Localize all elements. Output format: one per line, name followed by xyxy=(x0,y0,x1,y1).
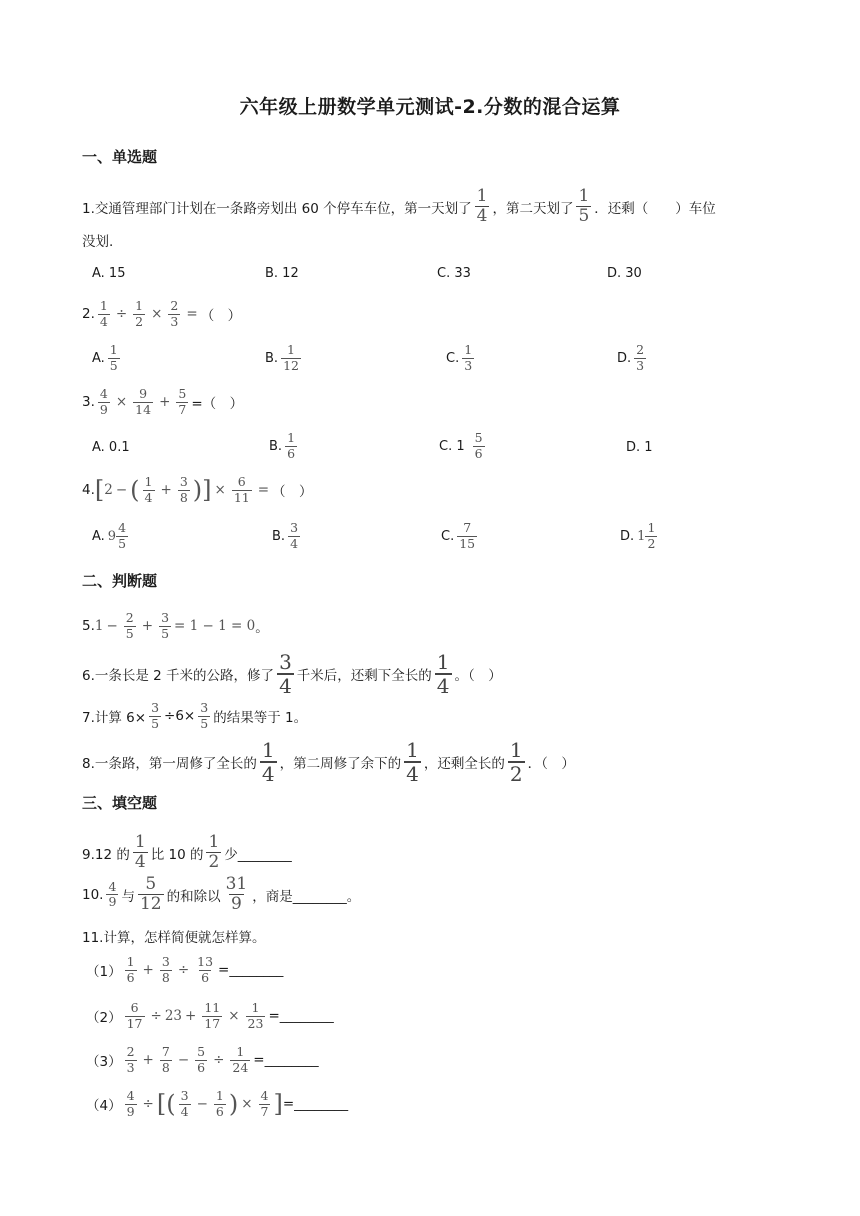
question-10: 10. $\frac{4}{9}$ 与 $\frac{5}{12}$ 的和除以 $\frac{31}{9}$ ，商是________。 xyxy=(82,874,361,914)
option-b[interactable]: B. $\frac{1}{6}$ xyxy=(269,430,296,461)
question-11-part-2: （2） $\frac{6}{17}$ ÷ 23 + $\frac{11}{17}$ × $\frac{1}{23}$ =________ xyxy=(86,1000,334,1031)
option-b[interactable]: B. 12 xyxy=(265,266,299,281)
option-c[interactable]: C. $\frac{1}{3}$ xyxy=(446,342,473,373)
option-c[interactable]: C. 1 $\frac{5}{6}$ xyxy=(439,430,483,461)
part-label: （2） xyxy=(86,1010,122,1026)
section-heading-fill-blank: 三、填空题 xyxy=(82,794,158,812)
question-11-part-1: （1） $\frac{1}{6}$ + $\frac{3}{8}$ ÷ $\frac{13}{6}$ =________ xyxy=(86,954,284,985)
answer-paren: =（ ） xyxy=(191,396,244,412)
fraction: $\frac{2}{3}$ xyxy=(170,298,179,329)
question-10-number: 10. xyxy=(82,886,104,903)
option-a[interactable]: A. $\frac{1}{5}$ xyxy=(92,342,118,373)
question-8-text: 8.一条路，第一周修了全长的 xyxy=(82,756,257,772)
option-a[interactable]: A. 15 xyxy=(92,266,126,281)
question-7-mid: ÷6× xyxy=(164,708,196,724)
section-heading-single-choice: 一、单选题 xyxy=(82,148,158,166)
question-1-text: 1.交通管理部门计划在一条路旁划出 60 个停车车位，第一天划了 xyxy=(82,200,472,217)
question-1-suffix: ．还剩（ ）车位 xyxy=(594,200,716,217)
question-7-text: 7.计算 6× xyxy=(82,710,147,726)
question-4-number: 4. xyxy=(82,482,95,498)
answer-blank[interactable]: 少________ xyxy=(224,846,292,863)
answer-blank[interactable]: =________ xyxy=(268,1008,334,1024)
question-8-tail: ．（ ） xyxy=(527,756,575,772)
question-4: 4. [ 2 − ( $\frac{1}{4}$ + $\frac{3}{8}$ ) ] × $\frac{6}{11}$ = （ ） xyxy=(82,474,313,505)
question-11: 11.计算，怎样简便就怎样算。 xyxy=(82,930,266,946)
question-6-tail: 。（ ） xyxy=(454,668,502,684)
question-1-mid: ，第二天划了 xyxy=(492,200,574,217)
page-title: 六年级上册数学单元测试-2.分数的混合运算 xyxy=(239,96,621,118)
question-2: 2. $\frac{1}{4}$ ÷ $\frac{1}{2}$ × $\frac{2}{3}$ = （ ） xyxy=(82,298,242,329)
question-10-mid: 与 xyxy=(121,888,135,905)
fraction-1-5: $\frac{1}{5}$ xyxy=(578,186,590,226)
answer-paren: （ ） xyxy=(200,308,242,324)
question-11-part-3: （3） $\frac{2}{3}$ + $\frac{7}{8}$ − $\frac{5}{6}$ ÷ $\frac{1}{24}$ =________ xyxy=(86,1044,319,1075)
question-2-number: 2. xyxy=(82,306,95,322)
question-7: 7.计算 6× $\frac{3}{5}$ ÷6× $\frac{3}{5}$ 的结果等于 1。 xyxy=(82,700,308,731)
option-b[interactable]: B. $\frac{3}{4}$ xyxy=(272,520,299,551)
question-5-tail: 。 xyxy=(255,620,269,636)
question-3: 3. $\frac{4}{9}$ × $\frac{9}{14}$ + $\frac{5}{7}$ =（ ） xyxy=(82,386,244,417)
question-10-mid2: 的和除以 xyxy=(166,888,221,905)
section-heading-true-false: 二、判断题 xyxy=(82,572,158,590)
fraction: $\frac{1}{2}$ xyxy=(135,298,144,329)
question-9-text: 9.12 的 xyxy=(82,846,130,863)
answer-blank[interactable]: =________ xyxy=(253,1052,319,1068)
option-c[interactable]: C. $\frac{7}{15}$ xyxy=(441,520,476,551)
question-5-number: 5. xyxy=(82,618,95,634)
question-8: 8.一条路，第一周修了全长的 $\frac{1}{4}$ ，第二周修了余下的 $\frac{1}{4}$ ，还剩全长的 $\frac{1}{2}$ ．（ ） xyxy=(82,738,575,786)
part-label: （4） xyxy=(86,1098,122,1114)
question-5: 5. 1 − $\frac{2}{5}$ + $\frac{3}{5}$ = 1 − 1 = 0 。 xyxy=(82,610,269,641)
fraction-1-4: $\frac{1}{4}$ xyxy=(476,186,488,226)
option-d[interactable]: D. $\frac{2}{3}$ xyxy=(617,342,645,373)
question-6-text: 6.一条长是 2 千米的公路，修了 xyxy=(82,668,275,684)
question-6: 6.一条长是 2 千米的公路，修了 $\frac{3}{4}$ 千米后，还剩下全长的 $\frac{1}{4}$ 。（ ） xyxy=(82,650,502,698)
part-label: （3） xyxy=(86,1054,122,1070)
question-8-mid: ，第二周修了余下的 xyxy=(279,756,402,772)
option-a[interactable]: A. 9 $\frac{4}{5}$ xyxy=(92,520,127,551)
option-d[interactable]: D. 1 $\frac{1}{2}$ xyxy=(620,520,656,551)
answer-blank[interactable]: ，商是________。 xyxy=(252,888,361,905)
option-b[interactable]: B. $\frac{1}{12}$ xyxy=(265,342,299,373)
option-a[interactable]: A. 0.1 xyxy=(92,440,130,455)
option-d[interactable]: D. 1 xyxy=(626,440,653,455)
question-7-tail: 的结果等于 1。 xyxy=(213,710,308,726)
question-6-mid: 千米后，还剩下全长的 xyxy=(296,668,432,684)
option-c[interactable]: C. 33 xyxy=(437,266,471,281)
answer-blank[interactable]: =________ xyxy=(282,1096,349,1112)
question-9: 9.12 的 $\frac{1}{4}$ 比 10 的 $\frac{1}{2}$ 少________ xyxy=(82,832,292,872)
answer-blank[interactable]: =________ xyxy=(218,962,284,978)
question-9-mid: 比 10 的 xyxy=(150,846,204,863)
part-label: （1） xyxy=(86,964,122,980)
question-1 xyxy=(82,188,716,225)
fraction: $\frac{1}{4}$ xyxy=(99,298,108,329)
question-3-number: 3. xyxy=(82,394,95,410)
question-1-line2: 没划. xyxy=(82,234,114,250)
option-d[interactable]: D. 30 xyxy=(607,266,642,281)
question-8-mid2: ，还剩全长的 xyxy=(423,756,505,772)
question-11-part-4: （4） $\frac{4}{9}$ ÷ [ ( $\frac{3}{4}$ − $\frac{1}{6}$ ) × $\frac{4}{7}$ ] =________ xyxy=(86,1088,349,1119)
answer-paren: （ ） xyxy=(272,484,313,500)
